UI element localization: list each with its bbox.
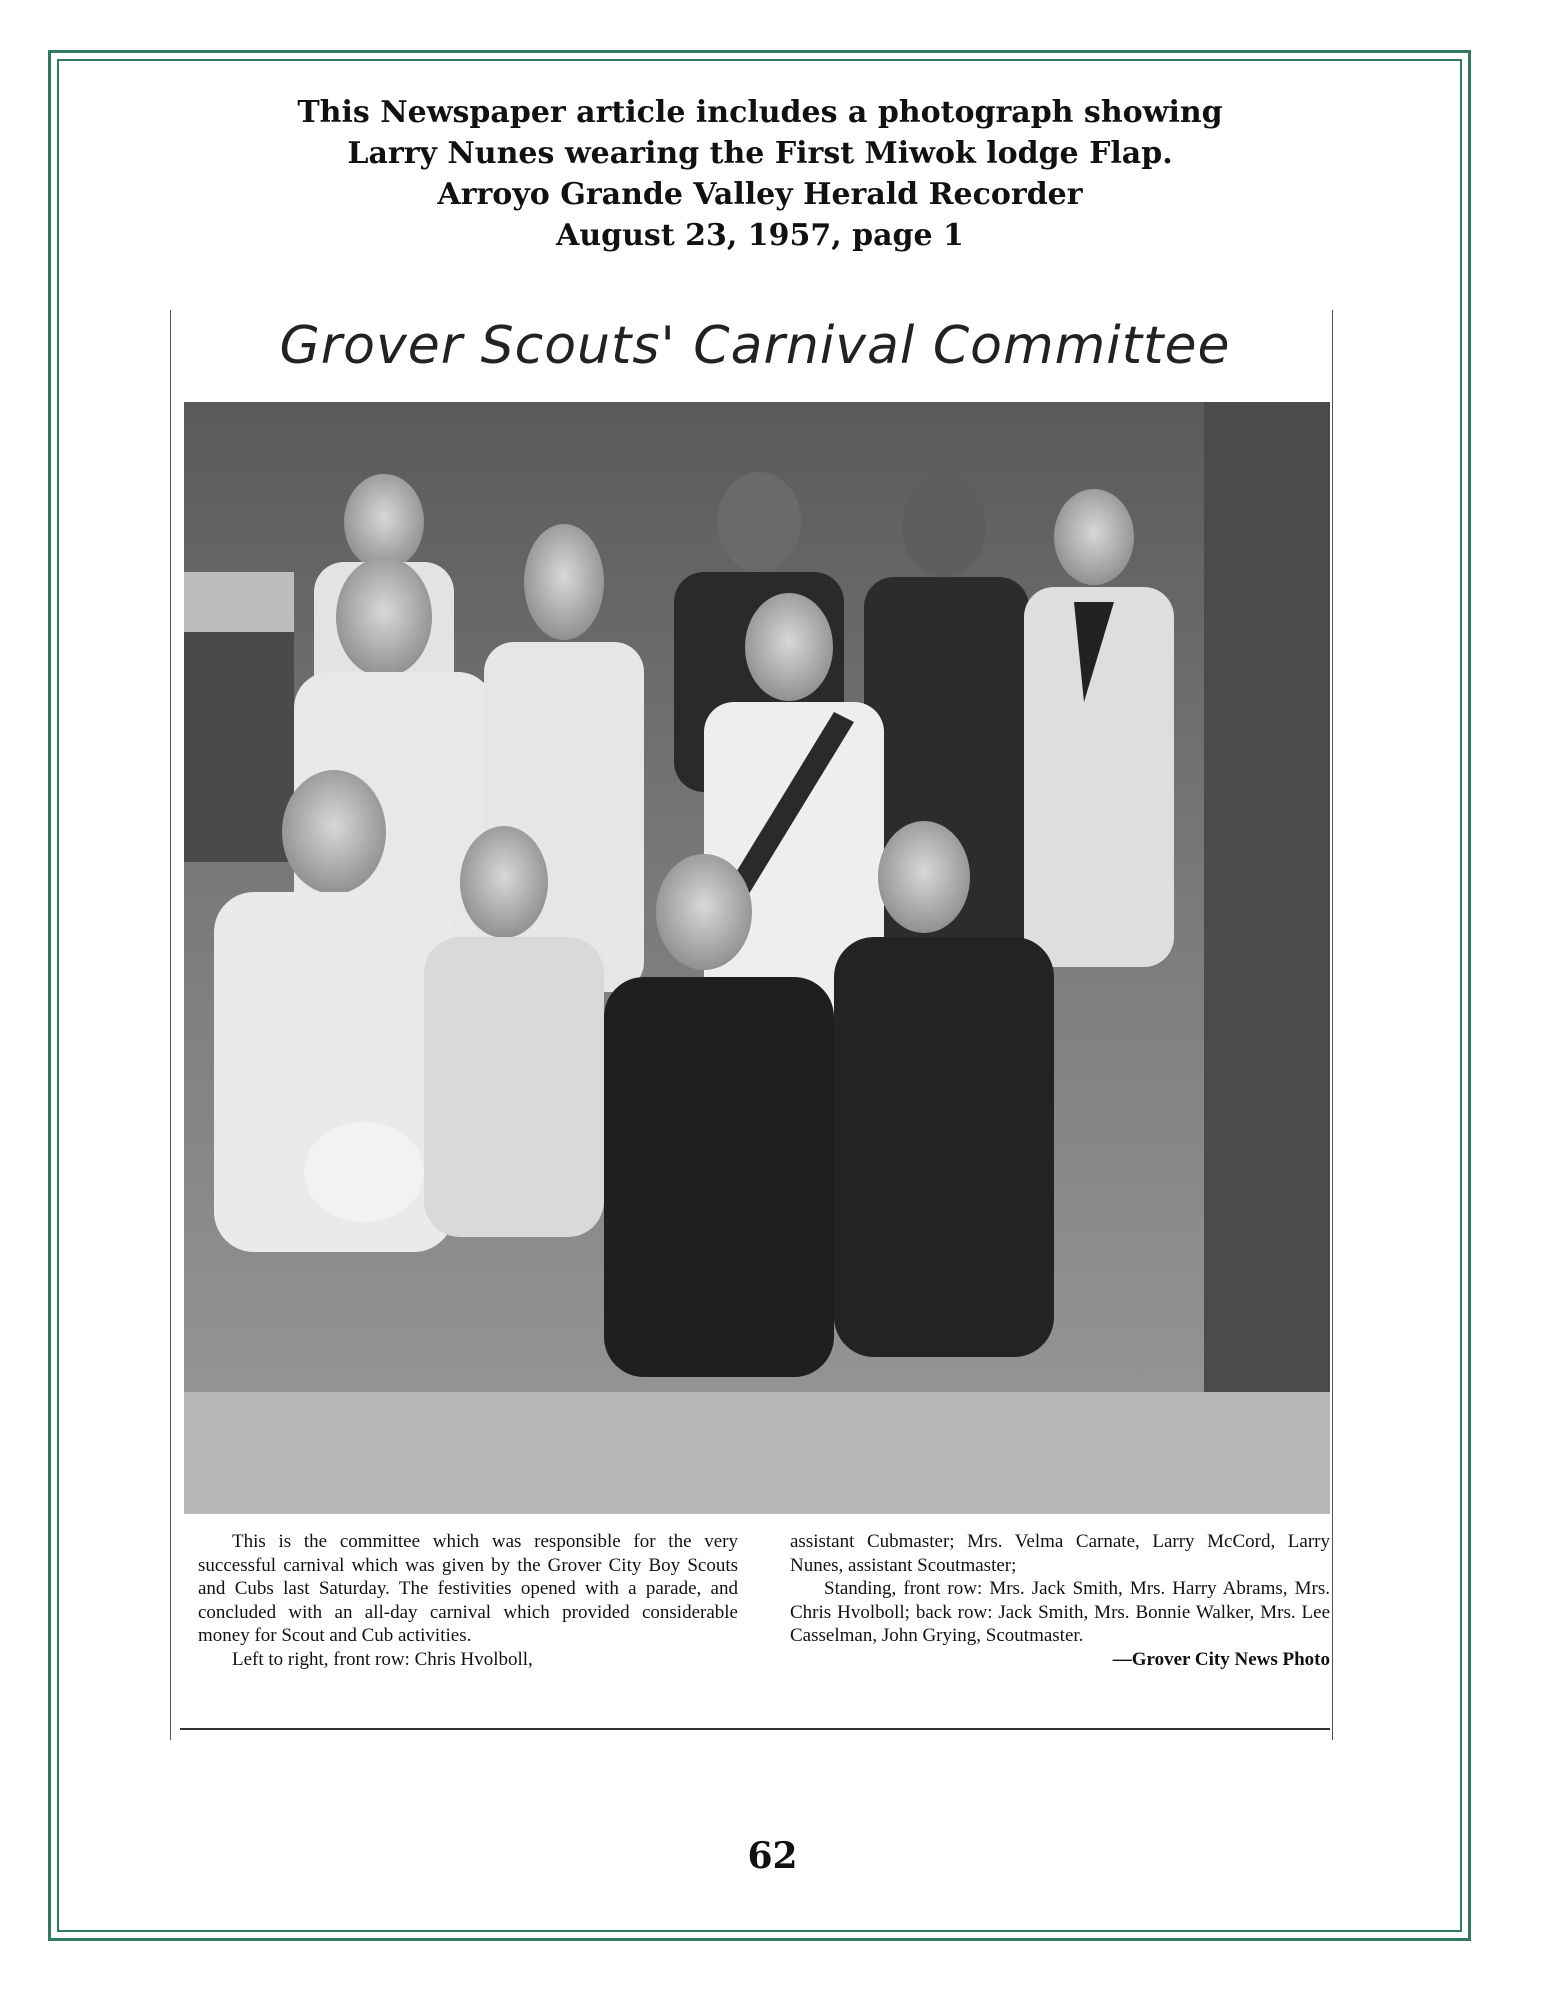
photo-caption <box>190 1530 1330 1720</box>
caption-column-1 <box>198 1530 738 1671</box>
caption-column-2 <box>790 1530 1330 1671</box>
caption-paragraph: Standing, front row: Mrs. Jack Smith, Mrs. Harry Abrams, Mrs. Chris Hvolboll; back row: Jack Smith, Mrs. Bonnie Walker, Mrs. Lee Casselman, John Grying, Scoutmaster. <box>790 1578 1330 1646</box>
intro-text <box>120 92 1400 256</box>
photo-credit: —Grover City News Photo <box>1112 1648 1330 1670</box>
clipping-left-rule <box>170 310 171 1740</box>
intro-line-3: Arroyo Grande Valley Herald Recorder <box>437 177 1083 212</box>
committee-photo <box>184 402 1330 1514</box>
page-number: 62 <box>747 1835 798 1877</box>
clipping-right-rule <box>1332 310 1333 1740</box>
intro-line-2: Larry Nunes wearing the First Miwok lodge Flap. <box>347 136 1173 171</box>
intro-line-1: This Newspaper article includes a photograph showing <box>297 95 1223 130</box>
caption-paragraph: assistant Cubmaster; Mrs. Velma Carnate, Larry McCord, Larry Nunes, assistant Scoutmaster; <box>790 1531 1330 1576</box>
intro-line-4: August 23, 1957, page 1 <box>556 218 964 253</box>
caption-bottom-rule <box>180 1728 1330 1730</box>
newspaper-clipping <box>170 310 1340 1750</box>
caption-paragraph: This is the committee which was responsible for the very successful carnival which was given by the Grover City Boy Scouts and Cubs last Saturday. The festivities opened with a parade, and concluded with an all-day carnival which provided considerable money for Scout and Cub activities. <box>198 1531 738 1646</box>
clipping-headline: Grover Scouts' Carnival Committee <box>279 316 1231 376</box>
caption-paragraph: Left to right, front row: Chris Hvolboll, <box>232 1648 533 1670</box>
